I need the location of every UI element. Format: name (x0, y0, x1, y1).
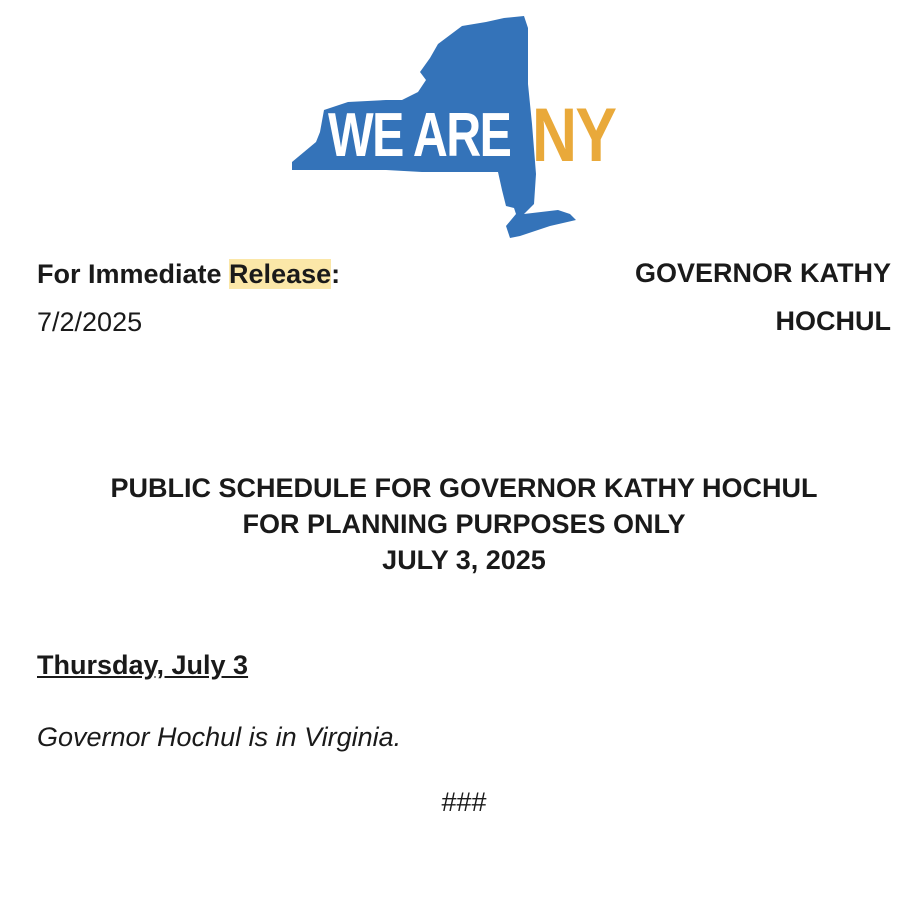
headline-line-1: PUBLIC SCHEDULE FOR GOVERNOR KATHY HOCHUL (110, 473, 818, 503)
logo-we-are-text: WE ARE (328, 101, 511, 170)
we-are-ny-logo (288, 14, 640, 242)
headline-line-3: JULY 3, 2025 (382, 545, 546, 575)
release-highlighted-word: Release (229, 259, 332, 289)
release-label (37, 259, 340, 290)
schedule-day-heading: Thursday, July 3 (37, 650, 249, 680)
governor-name-line-2: HOCHUL (775, 306, 891, 336)
governor-name (571, 249, 891, 345)
release-date: 7/2/2025 (37, 307, 143, 337)
headline-line-2: FOR PLANNING PURPOSES ONLY (242, 509, 686, 539)
release-suffix: : (331, 259, 341, 289)
release-prefix: For Immediate (37, 259, 230, 289)
governor-name-line-1: GOVERNOR KATHY (634, 258, 891, 288)
end-of-release-mark: ### (441, 787, 487, 817)
schedule-headline (0, 470, 908, 578)
logo-ny-text: NY (532, 93, 616, 178)
schedule-day-note: Governor Hochul is in Virginia. (37, 722, 402, 752)
